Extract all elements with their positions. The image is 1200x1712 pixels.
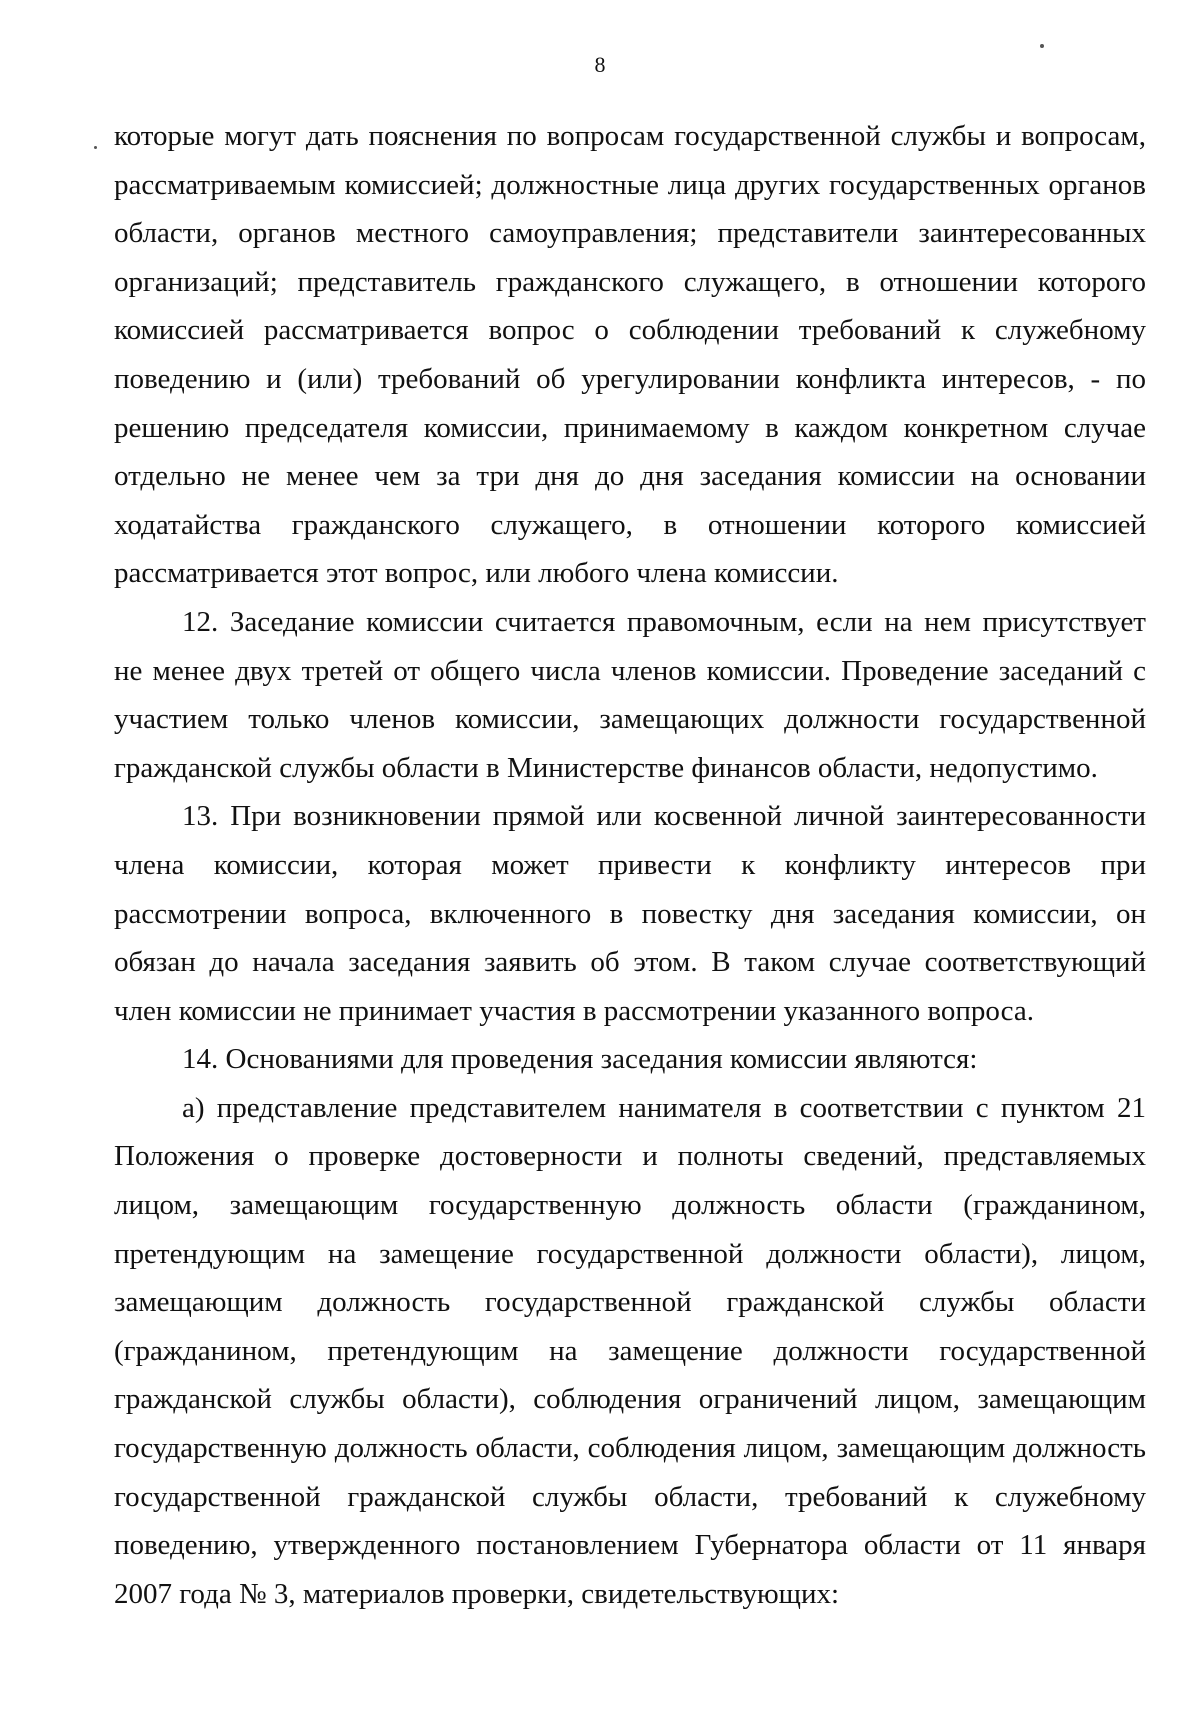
page-number: 8	[594, 52, 606, 77]
paragraph-item-12: 12. Заседание комиссии считается правомочным, если на нем присутствует не менее двух третей от общего числа членов комиссии. Проведение заседаний с участием только членов комиссии, замещающих должности государственной гражданской службы области в Министерстве финансов области, недопустимо.	[114, 605, 1146, 784]
paragraph-item-14: 14. Основаниями для проведения заседания комиссии являются:	[182, 1043, 978, 1076]
paragraph-item-14a: а) представление представителем нанимателя в соответствии с пунктом 21 Положения о проверке достоверности и полноты сведений, представляемых лицом, замещающим государственную должность области (гражданином, претендующим на замещение государственной должности области), лицом, замещающим должность государственной гражданской службы области (гражданином, претендующим на замещение должности государственной гражданской службы области), соблюдения ограничений лицом, замещающим государственную должность области, соблюдения лицом, замещающим должность государственной гражданской службы области, требований к служебному поведению, утвержденного постановлением Губернатора области от 11 января 2007 года № 3, материалов проверки, свидетельствующих:	[114, 1091, 1146, 1610]
paragraph-item-13: 13. При возникновении прямой или косвенной личной заинтересованности члена комиссии, которая может привести к конфликту интересов при рассмотрении вопроса, включенного в повестку дня заседания комиссии, он обязан до начала заседания заявить об этом. В таком случае соответствующий член комиссии не принимает участия в рассмотрении указанного вопроса.	[114, 800, 1146, 1027]
document-body	[114, 112, 1146, 1618]
scan-mark	[1040, 44, 1044, 48]
paragraph-continuation: которые могут дать пояснения по вопросам государственной службы и вопросам, рассматриваемым комиссией; должностные лица других государственных органов области, органов местного самоуправления; представители заинтересованных организаций; представитель гражданского служащего, в отношении которого комиссией рассматривается вопрос о соблюдении требований к служебному поведению и (или) требований об урегулировании конфликта интересов, - по решению председателя комиссии, принимаемому в каждом конкретном случае отдельно не менее чем за три дня до дня заседания комиссии на основании ходатайства гражданского служащего, в отношении которого комиссией рассматривается этот вопрос, или любого члена комиссии.	[114, 120, 1146, 590]
scan-mark	[94, 146, 97, 149]
